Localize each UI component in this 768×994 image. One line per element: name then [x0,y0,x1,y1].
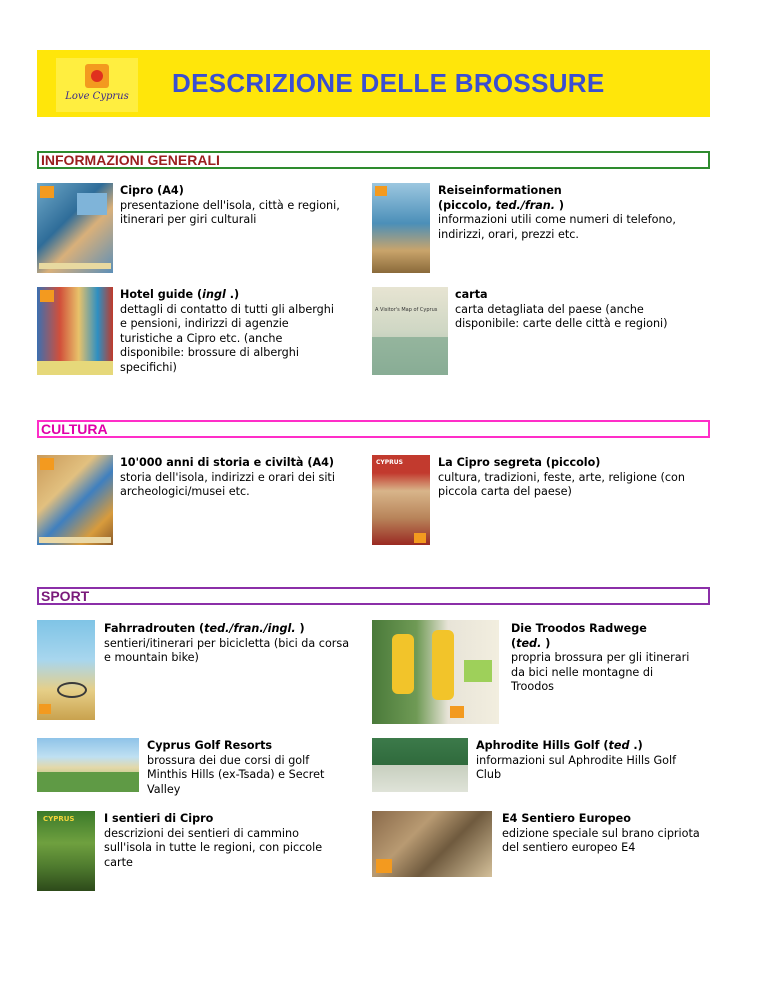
sentieri-brochure-image [37,811,95,891]
item-fahrrad [104,622,354,666]
item-storia [120,456,345,500]
item-title-line2: (piccolo, ted./fran. ) [438,198,565,212]
carta-map-image [372,287,448,375]
item-title: 10'000 anni di storia e civiltà (A4) [120,456,335,469]
section-title: CULTURA [41,421,108,437]
item-title: La Cipro segreta (piccolo) [438,456,601,469]
item-title: Aphrodite Hills Golf (ted .) [476,739,643,752]
item-title: Hotel guide (ingl .) [120,288,240,301]
item-description: storia dell'isola, indirizzi e orari dei siti archeologici/musei etc. [120,470,335,498]
e4-brochure-image [372,811,492,877]
section-general-header [37,151,710,169]
cipro-brochure-image [37,183,113,273]
item-description: descrizioni dei sentieri di cammino sull'isola in tutte le regioni, con piccole carte [104,826,323,869]
item-title-line2: (ted. ) [511,636,551,650]
troodos-brochure-image [372,620,499,724]
item-title: Cipro (A4) [120,184,184,197]
item-carta [455,288,700,332]
fahrrad-brochure-image [37,620,95,720]
section-cultura-header [37,420,710,438]
item-description: cultura, tradizioni, feste, arte, religione (con piccola carta del paese) [438,470,685,498]
aphrodite-brochure-image [372,738,468,792]
map-thumb-title: A Visitor's Map of Cyprus [375,307,438,313]
item-cipro [120,184,350,228]
love-cyprus-logo [56,58,138,112]
sun-logo-icon [85,64,109,88]
item-description: brossura dei due corsi di golf Minthis Hills (ex-Tsada) e Secret Valley [147,753,325,796]
item-title: E4 Sentiero Europeo [502,812,631,825]
item-reise [438,184,688,242]
item-title: Cyprus Golf Resorts [147,739,273,752]
item-title: Fahrradrouten (ted./fran./ingl. ) [104,622,305,635]
item-description: dettagli di contatto di tutti gli alberghi e pensioni, indirizzi di agenzie turistiche a Cipro etc. (anche disponibile: brossure di alberghi specifichi) [120,302,334,374]
item-sentieri [104,812,344,870]
item-description: edizione speciale sul brano cipriota del sentiero europeo E4 [502,826,700,854]
logo-text: Love Cyprus [65,91,129,102]
golf-brochure-image [37,738,139,792]
sentieri-thumb-text: CYPRUS [43,815,75,823]
item-title: Die Troodos Radwege [511,622,647,635]
item-description: informazioni sul Aphrodite Hills Golf Club [476,753,677,781]
section-title: INFORMAZIONI GENERALI [41,152,220,168]
item-troodos [511,622,691,695]
item-golf [147,739,347,797]
page-title: DESCRIZIONE DELLE BROSSURE [172,68,605,98]
item-aphrodite [476,739,696,783]
item-e4 [502,812,702,856]
hotel-brochure-image [37,287,113,375]
item-description: presentazione dell'isola, città e regioni, itinerari per giri culturali [120,198,340,226]
item-description: sentieri/itinerari per bicicletta (bici da corsa e mountain bike) [104,636,350,664]
item-description: informazioni utili come numeri di telefono, indirizzi, orari, prezzi etc. [438,213,676,241]
segreta-brochure-image [372,455,430,545]
item-segreta [438,456,698,500]
reise-brochure-image [372,183,430,273]
storia-brochure-image [37,455,113,545]
item-description: carta detagliata del paese (anche disponibile: carte delle città e regioni) [455,302,668,330]
section-sport-header [37,587,710,605]
section-title: SPORT [41,588,90,604]
segreta-thumb-text: CYPRUS [376,459,403,466]
item-title: Reiseinformationen [438,184,562,197]
item-title: carta [455,288,488,301]
item-hotel [120,288,340,375]
item-description: propria brossura per gli itinerari da bici nelle montagne di Troodos [511,651,690,693]
item-title: I sentieri di Cipro [104,812,214,825]
